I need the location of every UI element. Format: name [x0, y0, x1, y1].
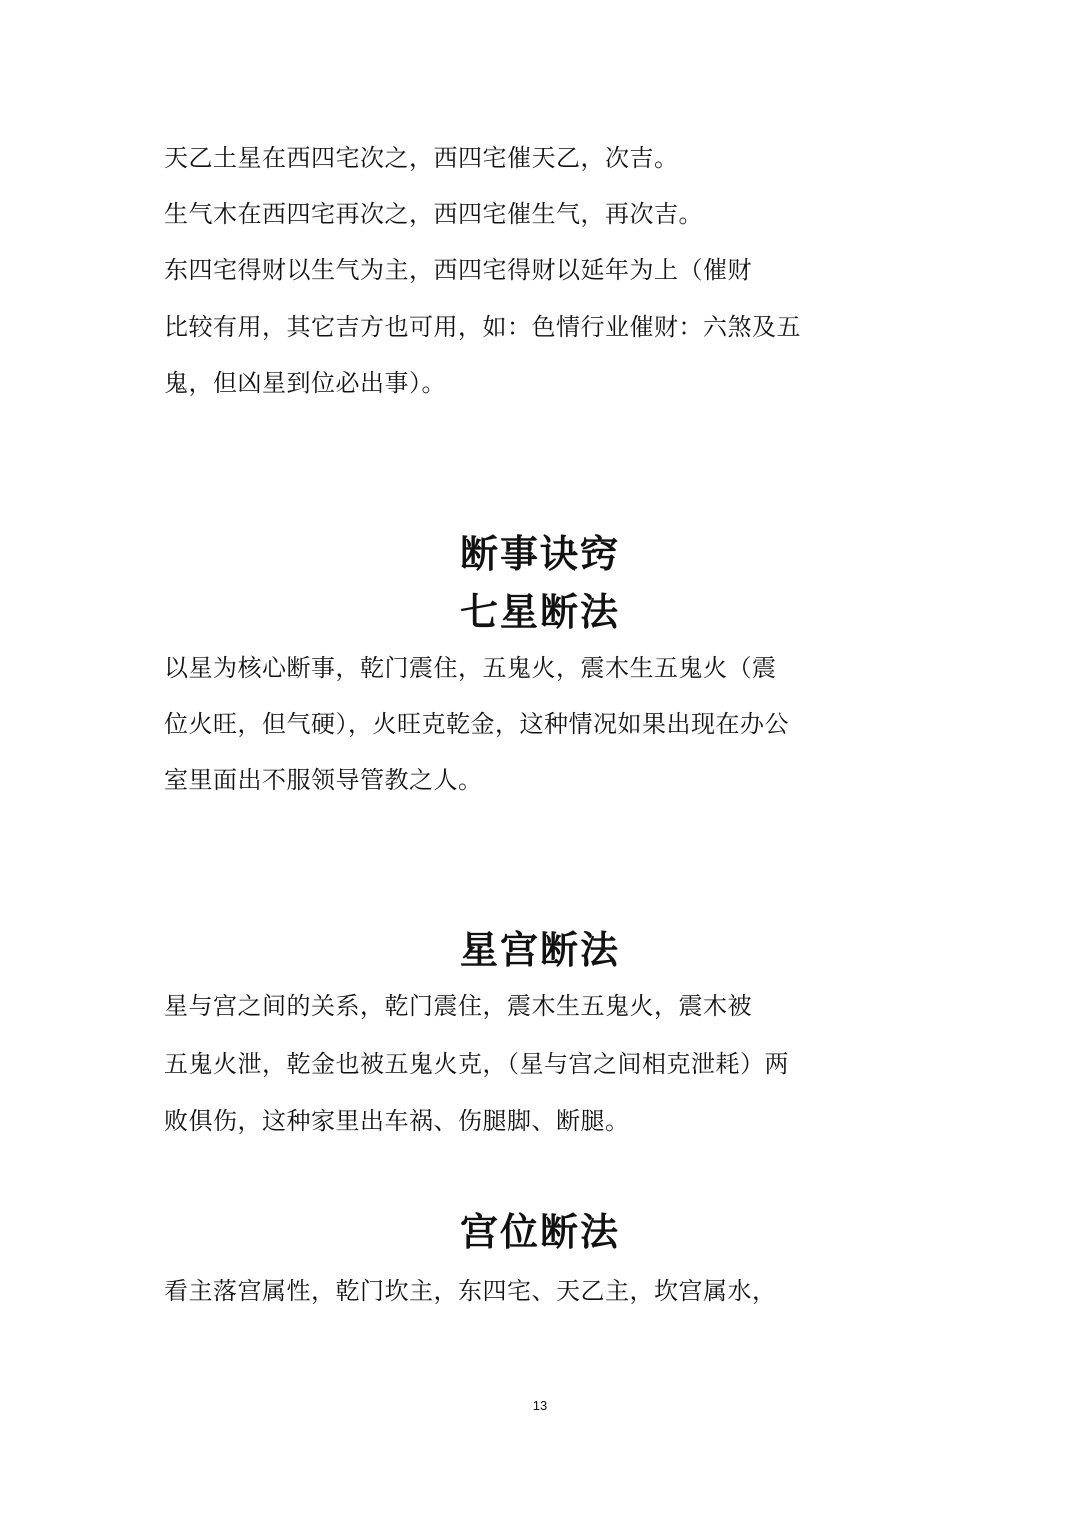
section-gongwei-line-1: 看主落宫属性，乾门坎主，东四宅、天乙主，坎宫属水， — [164, 1277, 777, 1305]
section-xinggong-line-2: 五鬼火泄，乾金也被五鬼火克，（星与宫之间相克泄耗）两 — [164, 1050, 789, 1078]
intro-line-1: 天乙土星在西四宅次之，西四宅催天乙，次吉。 — [164, 144, 679, 172]
chapter-title: 断事诀窍 — [459, 531, 620, 576]
section-title-qixing: 七星断法 — [459, 589, 620, 634]
intro-line-5: 鬼，但凶星到位必出事）。 — [164, 369, 446, 397]
intro-line-2: 生气木在西四宅再次之，西四宅催生气，再次吉。 — [164, 200, 703, 228]
intro-line-4: 比较有用，其它吉方也可用，如：色情行业催财：六煞及五 — [164, 313, 801, 341]
intro-line-3: 东四宅得财以生气为主，西四宅得财以延年为上（催财 — [164, 256, 752, 284]
section-qixing-line-3: 室里面出不服领导管教之人。 — [164, 766, 483, 794]
page-number: 13 — [532, 1398, 548, 1413]
section-xinggong-line-3: 败俱伤，这种家里出车祸、伤腿脚、断腿。 — [164, 1107, 630, 1135]
section-qixing-line-2: 位火旺，但气硬），火旺克乾金，这种情况如果出现在办公 — [164, 710, 789, 738]
section-title-xinggong: 星宫断法 — [459, 927, 620, 972]
section-xinggong-line-1: 星与宫之间的关系，乾门震住，震木生五鬼火，震木被 — [164, 992, 752, 1020]
section-title-gongwei: 宫位断法 — [459, 1209, 620, 1254]
section-qixing-line-1: 以星为核心断事，乾门震住，五鬼火，震木生五鬼火（震 — [164, 654, 777, 682]
